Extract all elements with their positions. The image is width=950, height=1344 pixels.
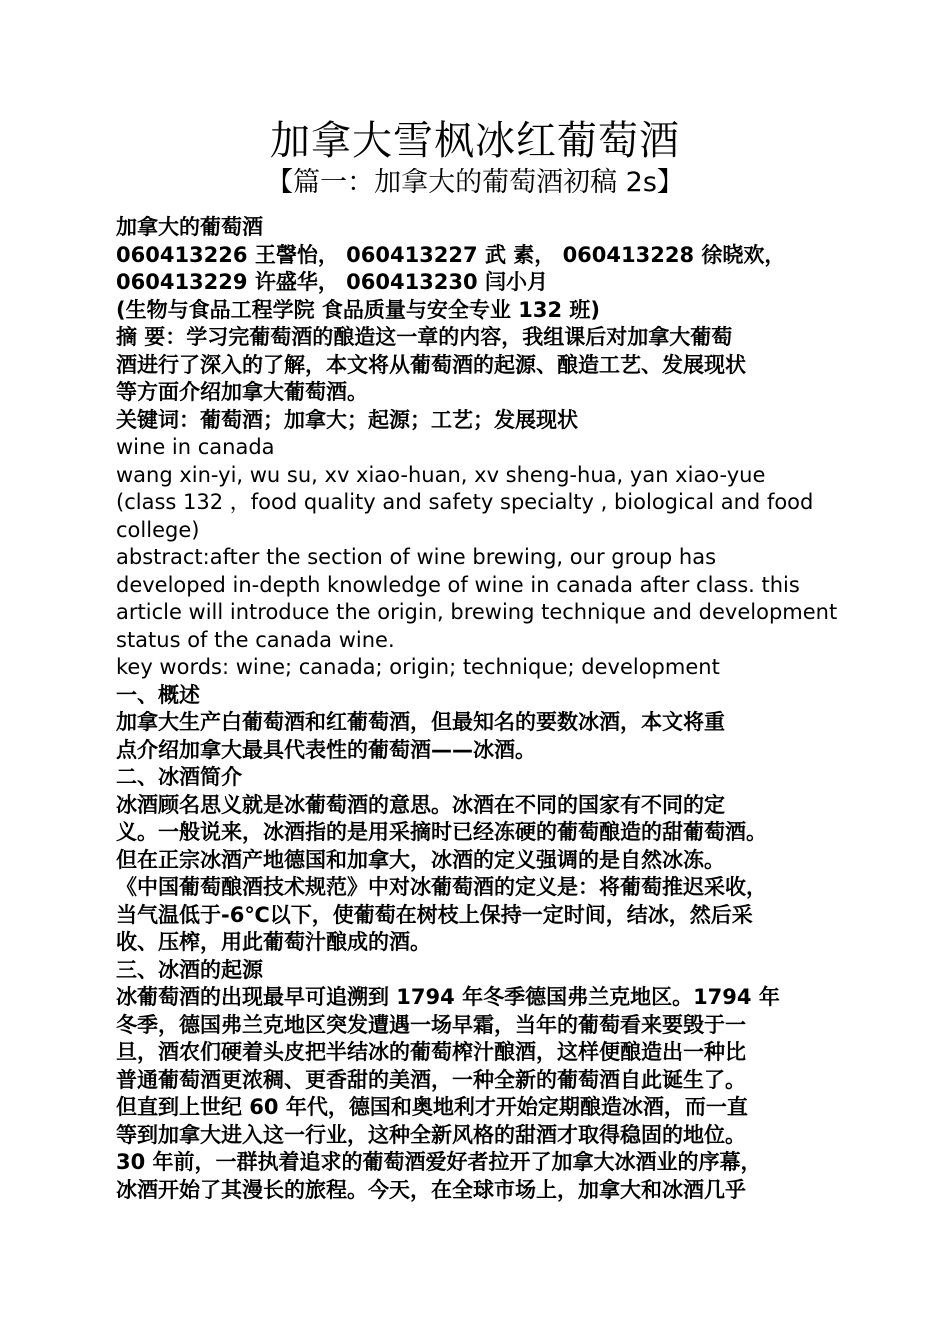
text-line: key words: wine; canada; origin; technique; development xyxy=(116,655,720,679)
text-line: 摘 要：学习完葡萄酒的酿造这一章的内容，我组课后对加拿大葡萄 xyxy=(116,325,733,349)
text-line: developed in-depth knowledge of wine in canada after class. this xyxy=(116,572,800,597)
text-line: abstract:after the section of wine brewing, our group has xyxy=(116,545,717,569)
text-line: 旦，酒农们硬着头皮把半结冰的葡萄榨汁酿酒，这样便酿造出一种比 xyxy=(116,1040,746,1064)
text-line: 加拿大的葡萄酒 xyxy=(116,215,263,239)
text-line: 普通葡萄酒更浓稠、更香甜的美酒，一种全新的葡萄酒自此诞生了。 xyxy=(116,1067,746,1092)
text-line: 三、冰酒的起源 xyxy=(116,957,263,982)
text-line: 等到加拿大进入这一行业，这种全新风格的甜酒才取得稳固的地位。 xyxy=(116,1122,746,1147)
text-line: 冰酒顾名思义就是冰葡萄酒的意思。冰酒在不同的国家有不同的定 xyxy=(116,792,725,817)
text-line: 30 年前，一群执着追求的葡萄酒爱好者拉开了加拿大冰酒业的序幕， xyxy=(116,1150,762,1174)
text-line: 冰酒开始了其漫长的旅程。今天，在全球市场上，加拿大和冰酒几乎 xyxy=(116,1177,746,1202)
text-line: wang xin-yi, wu su, xv xiao-huan, xv sheng-hua, yan xiao-yue xyxy=(116,462,766,487)
document-subtitle: 【篇一：加拿大的葡萄酒初稿 2s】 xyxy=(266,167,684,198)
text-line: 但直到上世纪 60 年代，德国和奥地利才开始定期酿造冰酒，而一直 xyxy=(116,1095,748,1119)
text-line: 冬季，德国弗兰克地区突发遭遇一场早霜，当年的葡萄看来要毁于一 xyxy=(116,1012,746,1037)
text-line: 冰葡萄酒的出现最早可追溯到 1794 年冬季德国弗兰克地区。1794 年 xyxy=(116,985,780,1009)
text-line: 当气温低于-6℃以下，使葡萄在树枝上保持一定时间，结冰，然后采 xyxy=(116,902,753,927)
text-line: (生物与食品工程学院 食品质量与安全专业 132 班) xyxy=(116,297,600,322)
text-line: article will introduce the origin, brewing technique and development xyxy=(116,600,838,624)
text-line: 但在正宗冰酒产地德国和加拿大，冰酒的定义强调的是自然冰冻。 xyxy=(116,847,725,872)
text-line: 《中国葡萄酿酒技术规范》中对冰葡萄酒的定义是：将葡萄推迟采收， xyxy=(116,875,767,899)
document-title: 加拿大雪枫冰红葡萄酒 xyxy=(270,118,680,164)
text-line: 二、冰酒简介 xyxy=(116,765,242,789)
text-line: status of the canada wine. xyxy=(116,627,395,652)
text-line: 060413226 王謦怡， 060413227 武 素， 060413228 徐晓欢， xyxy=(116,242,786,267)
text-line: 酒进行了深入的了解，本文将从葡萄酒的起源、酿造工艺、发展现状 xyxy=(116,352,746,377)
text-line: 060413229 许盛华， 060413230 闫小月 xyxy=(116,270,548,294)
text-line: 关键词：葡萄酒；加拿大；起源；工艺；发展现状 xyxy=(116,407,578,432)
text-line: 等方面介绍加拿大葡萄酒。 xyxy=(116,380,368,404)
document-body xyxy=(116,214,846,1204)
text-line: 加拿大生产白葡萄酒和红葡萄酒，但最知名的要数冰酒，本文将重 xyxy=(116,710,725,734)
text-line: college) xyxy=(116,517,200,542)
text-line: 义。一般说来，冰酒指的是用采摘时已经冻硬的葡萄酿造的甜葡萄酒。 xyxy=(116,820,767,844)
text-line: 一、概述 xyxy=(116,682,200,707)
text-line: (class 132 ，food quality and safety specialty , biological and food xyxy=(116,490,814,514)
text-line: wine in canada xyxy=(116,435,275,459)
text-line: 点介绍加拿大最具代表性的葡萄酒——冰酒。 xyxy=(116,737,536,762)
text-line: 收、压榨，用此葡萄汁酿成的酒。 xyxy=(116,930,431,954)
